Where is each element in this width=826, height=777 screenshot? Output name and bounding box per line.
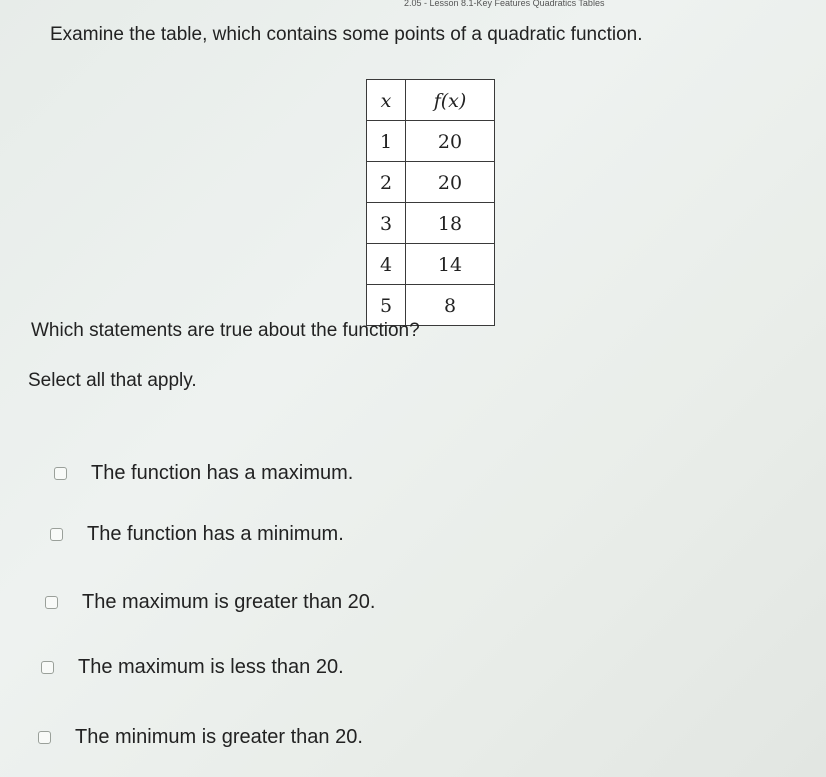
table-cell-fx: 20 [406, 121, 495, 162]
table-row [367, 121, 495, 162]
option-label: The maximum is greater than 20. [82, 591, 376, 613]
table-cell-fx: 20 [406, 162, 495, 203]
prompt-text: Examine the table, which contains some points of a quadratic function. [50, 24, 643, 45]
table-cell-fx: 8 [406, 285, 495, 326]
function-table [366, 79, 495, 326]
lesson-title: 2.05 - Lesson 8.1-Key Features Quadratics Tables [404, 0, 605, 8]
table-cell-x: 3 [367, 203, 406, 244]
table-header-x: x [367, 80, 406, 121]
checkbox[interactable] [41, 661, 54, 674]
checkbox[interactable] [50, 528, 63, 541]
checkbox[interactable] [38, 731, 51, 744]
table-cell-fx: 18 [406, 203, 495, 244]
checkbox[interactable] [54, 467, 67, 480]
table-row [367, 203, 495, 244]
option-label: The maximum is less than 20. [78, 656, 344, 678]
table-row [367, 162, 495, 203]
table-cell-x: 1 [367, 121, 406, 162]
table-cell-x: 5 [367, 285, 406, 326]
table-header-row [367, 80, 495, 121]
option-max-greater-than-20[interactable] [45, 591, 375, 614]
option-has-maximum[interactable] [54, 462, 353, 485]
question-text: Which statements are true about the function? [31, 320, 420, 341]
option-label: The function has a minimum. [87, 523, 344, 545]
option-label: The minimum is greater than 20. [75, 726, 363, 748]
table-row [367, 244, 495, 285]
table-cell-x: 4 [367, 244, 406, 285]
option-min-greater-than-20[interactable] [38, 726, 363, 749]
table-header-fx: f(x) [406, 80, 495, 121]
option-max-less-than-20[interactable] [41, 656, 344, 679]
checkbox[interactable] [45, 596, 58, 609]
option-label: The function has a maximum. [91, 462, 354, 484]
table-cell-fx: 14 [406, 244, 495, 285]
option-has-minimum[interactable] [50, 523, 344, 546]
instruction-text: Select all that apply. [28, 370, 197, 391]
table-cell-x: 2 [367, 162, 406, 203]
